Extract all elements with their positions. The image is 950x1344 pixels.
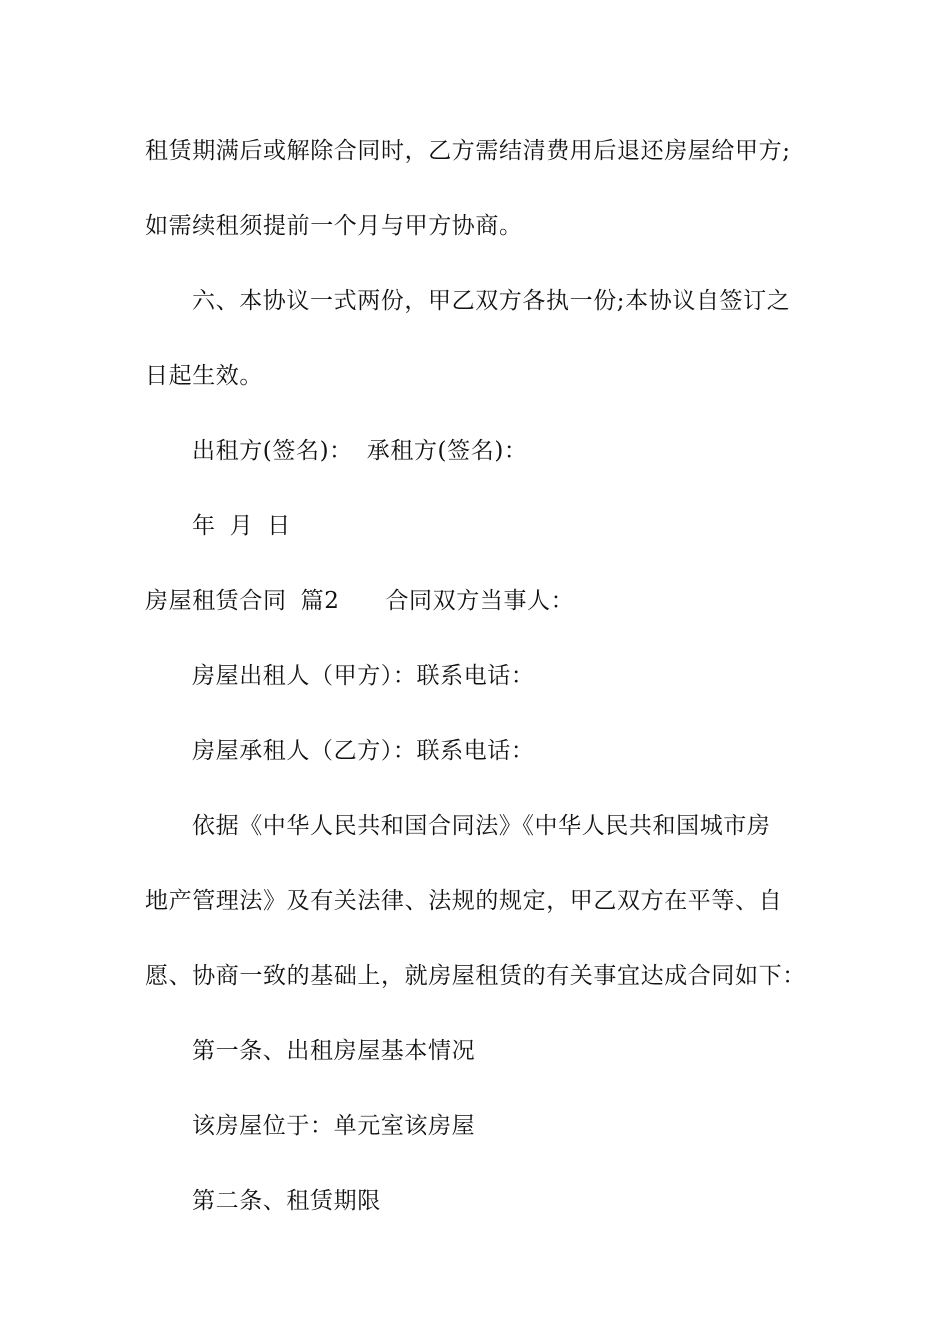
text-span: 依据《中华人民共和国合同法》《中华人民共和国城市房 [192, 813, 771, 839]
text-span: 愿、协商一致的基础上，就房屋租赁的有关事宜达成合同如下： [145, 963, 806, 989]
text-span: 六、本协议一式两份，甲乙双方各执一份;本协议自签订之 [192, 288, 791, 314]
text-span: 租赁期满后或解除合同时，乙方需结清费用后退还房屋给甲方; [145, 138, 791, 164]
text-span: 日起生效。 [145, 363, 263, 389]
paragraph-line [192, 661, 535, 691]
parties-label: 合同双方当事人： [385, 588, 575, 614]
day-label: 日 [267, 513, 291, 539]
text-span: 地产管理法》及有关法律、法规的规定，甲乙双方在平等、自 [145, 888, 783, 914]
lessor-signature-label: 出租方(签名)： [192, 438, 353, 464]
lessee-signature-label: 承租方(签名)： [366, 438, 528, 464]
paragraph-line [145, 211, 523, 241]
paragraph-line [145, 361, 263, 391]
part-label: 篇2 [300, 588, 340, 614]
text-span: 如需续租须提前一个月与甲方协商。 [145, 213, 523, 239]
article-heading [192, 1036, 475, 1066]
section-heading [145, 586, 574, 616]
date-line [192, 511, 291, 541]
article-two-title: 第二条、租赁期限 [192, 1188, 381, 1214]
article-one-title: 第一条、出租房屋基本情况 [192, 1038, 476, 1064]
paragraph-line [192, 1111, 475, 1141]
paragraph-line [192, 736, 535, 766]
paragraph-line [145, 886, 782, 916]
paragraph-line [145, 136, 791, 166]
paragraph-line [145, 961, 806, 991]
article-heading [192, 1186, 381, 1216]
year-label: 年 [192, 513, 216, 539]
month-label: 月 [229, 513, 254, 539]
lessor-line: 房屋出租人（甲方）：联系电话： [192, 663, 535, 689]
paragraph-line [192, 286, 790, 316]
signature-line [192, 436, 528, 466]
paragraph-line [192, 811, 771, 841]
text-span: 该房屋位于：单元室该房屋 [192, 1113, 476, 1139]
lessee-line: 房屋承租人（乙方）：联系电话： [192, 738, 535, 764]
contract-title: 房屋租赁合同 [145, 588, 287, 614]
